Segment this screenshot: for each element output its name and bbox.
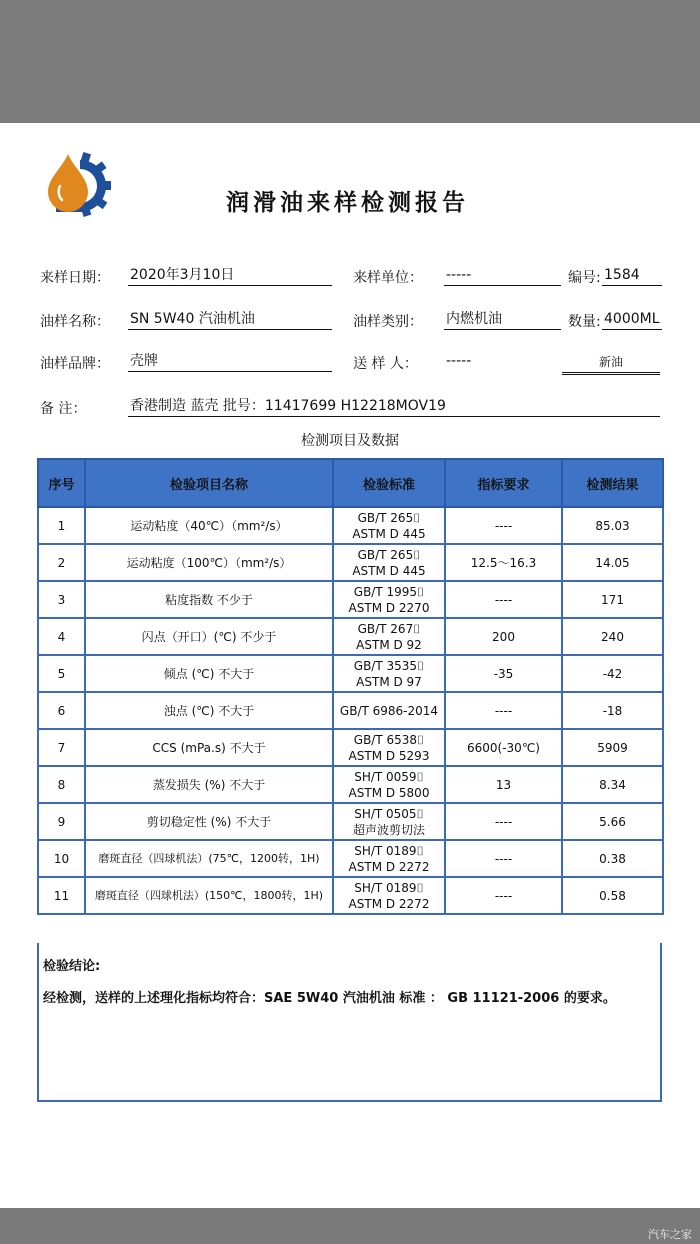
table-row — [38, 840, 663, 877]
standard-line-1: GB/T 265⌷ — [357, 510, 421, 525]
header-no: 序号 — [38, 459, 85, 507]
new-oil-value: 新油 — [562, 352, 660, 375]
row-result: 0.38 — [562, 840, 663, 877]
standard-line-2: ASTM D 92 — [356, 637, 422, 652]
row-item: 粘度指数 不少于 — [85, 581, 333, 618]
quantity-value: 4000ML — [602, 309, 662, 330]
row-item: 运动粘度（40℃）（mm²/s） — [85, 507, 333, 544]
row-item: 磨斑直径（四球机法）(75℃，1200转，1H) — [85, 840, 333, 877]
row-requirement: ---- — [445, 692, 562, 729]
row-standard — [333, 692, 445, 729]
row-requirement: 13 — [445, 766, 562, 803]
table-row — [38, 729, 663, 766]
standard-line-2: ASTM D 2272 — [348, 896, 430, 911]
sample-date-label: 来样日期： — [40, 270, 110, 286]
standard-line-1: GB/T 265⌷ — [357, 547, 421, 562]
row-standard — [333, 877, 445, 914]
row-item: 闪点（开口）(℃) 不少于 — [85, 618, 333, 655]
row-standard — [333, 618, 445, 655]
oil-drop-gear-logo — [40, 150, 112, 218]
standard-line-1: SH/T 0189⌷ — [354, 843, 424, 858]
number-label: 编号: — [568, 270, 601, 286]
sample-unit-value: ----- — [444, 265, 561, 286]
watermark: 汽车之家 — [648, 1228, 692, 1241]
sample-brand-label: 油样品牌： — [40, 356, 110, 372]
standard-line-1: GB/T 6986-2014 — [339, 703, 439, 718]
number-value: 1584 — [602, 265, 662, 286]
row-result: 171 — [562, 581, 663, 618]
row-standard — [333, 729, 445, 766]
table-header-row — [38, 459, 663, 507]
sample-name-value: SN 5W40 汽油机油 — [128, 309, 332, 330]
row-no: 11 — [38, 877, 85, 914]
row-standard — [333, 581, 445, 618]
sample-unit-label: 来样单位： — [353, 270, 423, 286]
row-requirement: ---- — [445, 507, 562, 544]
row-no: 4 — [38, 618, 85, 655]
row-result: 240 — [562, 618, 663, 655]
row-standard — [333, 655, 445, 692]
table-row — [38, 803, 663, 840]
standard-line-2: ASTM D 2272 — [348, 859, 430, 874]
header-item: 检验项目名称 — [85, 459, 333, 507]
sample-brand-value: 壳牌 — [128, 351, 332, 372]
standard-line-1: GB/T 6538⌷ — [353, 732, 425, 747]
table-row — [38, 655, 663, 692]
row-result: 5.66 — [562, 803, 663, 840]
row-requirement: 6600(-30℃) — [445, 729, 562, 766]
table-row — [38, 766, 663, 803]
row-requirement: 12.5～16.3 — [445, 544, 562, 581]
row-result: 0.58 — [562, 877, 663, 914]
section-title: 检测项目及数据 — [301, 433, 399, 449]
row-requirement: ---- — [445, 581, 562, 618]
row-no: 10 — [38, 840, 85, 877]
row-requirement: 200 — [445, 618, 562, 655]
standard-line-1: SH/T 0059⌷ — [354, 769, 424, 784]
row-result: -42 — [562, 655, 663, 692]
row-standard — [333, 803, 445, 840]
row-standard — [333, 544, 445, 581]
row-item: 剪切稳定性 (%) 不大于 — [85, 803, 333, 840]
standard-line-2: ASTM D 2270 — [348, 600, 430, 615]
standard-line-1: GB/T 267⌷ — [357, 621, 421, 636]
standard-line-2: ASTM D 97 — [356, 674, 422, 689]
sample-category-label: 油样类别： — [353, 314, 423, 330]
standard-line-1: GB/T 1995⌷ — [353, 584, 425, 599]
row-standard — [333, 766, 445, 803]
table-row — [38, 544, 663, 581]
table-row — [38, 618, 663, 655]
row-result: 85.03 — [562, 507, 663, 544]
standard-line-2: ASTM D 445 — [352, 526, 426, 541]
standard-line-2: ASTM D 5293 — [348, 748, 430, 763]
test-data-table — [37, 458, 664, 915]
standard-line-1: SH/T 0505⌷ — [354, 806, 424, 821]
row-no: 3 — [38, 581, 85, 618]
table-row — [38, 692, 663, 729]
row-item: 蒸发损失 (%) 不大于 — [85, 766, 333, 803]
header-standard: 检验标准 — [333, 459, 445, 507]
row-item: 磨斑直径（四球机法）(150℃，1800转，1H) — [85, 877, 333, 914]
row-requirement: -35 — [445, 655, 562, 692]
sender-label: 送 样 人： — [353, 356, 418, 372]
row-result: -18 — [562, 692, 663, 729]
header-result: 检测结果 — [562, 459, 663, 507]
header-requirement: 指标要求 — [445, 459, 562, 507]
bottom-bar — [0, 1208, 700, 1244]
row-standard — [333, 507, 445, 544]
row-item: CCS (mPa.s) 不大于 — [85, 729, 333, 766]
sample-date-value: 2020年3月10日 — [128, 265, 332, 286]
standard-line-2: ASTM D 445 — [352, 563, 426, 578]
table-row — [38, 581, 663, 618]
remark-value: 香港制造 蓝壳 批号：11417699 H12218MOV19 — [128, 396, 660, 417]
sample-category-value: 内燃机油 — [444, 309, 561, 330]
conclusion-box — [37, 943, 662, 1102]
row-no: 8 — [38, 766, 85, 803]
row-requirement: ---- — [445, 803, 562, 840]
standard-line-2: ASTM D 5800 — [348, 785, 430, 800]
quantity-label: 数量: — [568, 314, 601, 330]
conclusion-title: 检验结论: — [43, 959, 101, 974]
sample-name-label: 油样名称： — [40, 314, 110, 330]
row-item: 运动粘度（100℃）（mm²/s） — [85, 544, 333, 581]
row-item: 倾点 (℃) 不大于 — [85, 655, 333, 692]
standard-line-2: 超声波剪切法 — [352, 822, 425, 837]
report-title: 润滑油来样检测报告 — [226, 189, 469, 216]
row-no: 1 — [38, 507, 85, 544]
row-result: 8.34 — [562, 766, 663, 803]
table-row — [38, 507, 663, 544]
row-no: 7 — [38, 729, 85, 766]
conclusion-text: 经检测，送样的上述理化指标均符合：SAE 5W40 汽油机油 标准 ： GB 11121-2006 的要求。 — [43, 991, 616, 1006]
standard-line-1: SH/T 0189⌷ — [354, 880, 424, 895]
row-no: 5 — [38, 655, 85, 692]
table-row — [38, 877, 663, 914]
row-result: 14.05 — [562, 544, 663, 581]
remark-label: 备 注： — [40, 401, 87, 417]
row-no: 6 — [38, 692, 85, 729]
row-requirement: ---- — [445, 877, 562, 914]
row-no: 9 — [38, 803, 85, 840]
sender-value: ----- — [446, 353, 472, 369]
row-no: 2 — [38, 544, 85, 581]
standard-line-1: GB/T 3535⌷ — [353, 658, 425, 673]
row-requirement: ---- — [445, 840, 562, 877]
row-result: 5909 — [562, 729, 663, 766]
row-standard — [333, 840, 445, 877]
row-item: 浊点 (℃) 不大于 — [85, 692, 333, 729]
